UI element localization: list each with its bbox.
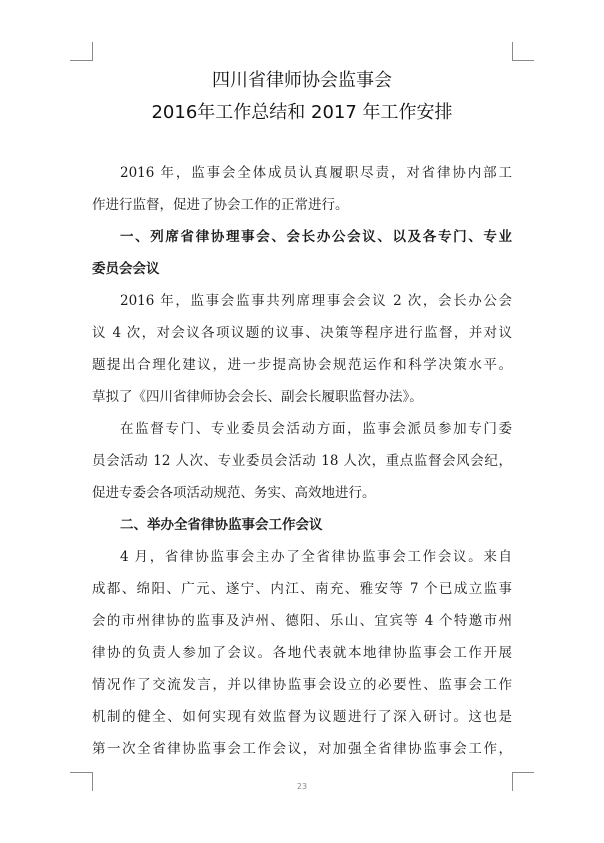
paragraph-line: 议 4 次，对会议各项议题的议事、决策等程序进行监督，并对议: [92, 325, 512, 341]
paragraph-line: 机制的健全、如何实现有效监督为议题进行了深入研讨。这也是: [92, 709, 512, 725]
document-subtitle: 2016年工作总结和 2017 年工作安排: [151, 102, 453, 123]
paragraph-line: 情况作了交流发言，并以律协监事会设立的必要性、监事会工作: [92, 677, 512, 693]
crop-mark-top-right: [512, 60, 534, 61]
paragraph-line: 2016 年，监事会全体成员认真履职尽责，对省律协内部工: [120, 165, 512, 181]
paragraph-line: 题提出合理化建议，进一步提高协会规范运作和科学决策水平。: [92, 357, 512, 373]
page-number: 23: [296, 782, 308, 791]
paragraph-line: 2016 年，监事会监事共列席理事会会议 2 次，会长办公会: [120, 293, 512, 309]
crop-mark-top-left: [92, 42, 93, 61]
crop-mark-bottom-left: [70, 772, 92, 773]
document-title: 四川省律师协会监事会: [212, 70, 392, 91]
section-heading: 二、举办全省律协监事会工作会议: [120, 517, 323, 533]
paragraph-line: 律协的负责人参加了会议。各地代表就本地律协监事会工作开展: [92, 645, 512, 661]
crop-mark-top-right: [512, 42, 513, 61]
crop-mark-top-left: [70, 60, 92, 61]
paragraph-line: 作进行监督，促进了协会工作的正常进行。: [92, 197, 349, 213]
paragraph-line: 草拟了《四川省律师协会会长、副会长履职监督办法》。: [92, 389, 423, 405]
paragraph-line: 成都、绵阳、广元、遂宁、内江、南充、雅安等 7 个已成立监事: [92, 581, 512, 597]
paragraph-line: 会的市州律协的监事及泸州、德阳、乐山、宜宾等 4 个特邀市州: [92, 613, 512, 629]
paragraph-line: 4 月，省律协监事会主办了全省律协监事会工作会议。来自: [120, 549, 512, 565]
paragraph-line: 员会活动 12 人次、专业委员会活动 18 人次，重点监督会风会纪，: [92, 453, 512, 469]
paragraph-line: 第一次全省律协监事会工作会议，对加强全省律协监事会工作，: [92, 741, 512, 757]
section-heading: 一、列席省律协理事会、会长办公会议、以及各专门、专业: [120, 229, 512, 245]
paragraph-line: 促进专委会各项活动规范、务实、高效地进行。: [92, 485, 376, 501]
crop-mark-bottom-right: [512, 772, 534, 773]
paragraph-line: 在监督专门、专业委员会活动方面，监事会派员参加专门委: [120, 421, 512, 437]
section-heading: 委员会会议: [92, 261, 160, 277]
